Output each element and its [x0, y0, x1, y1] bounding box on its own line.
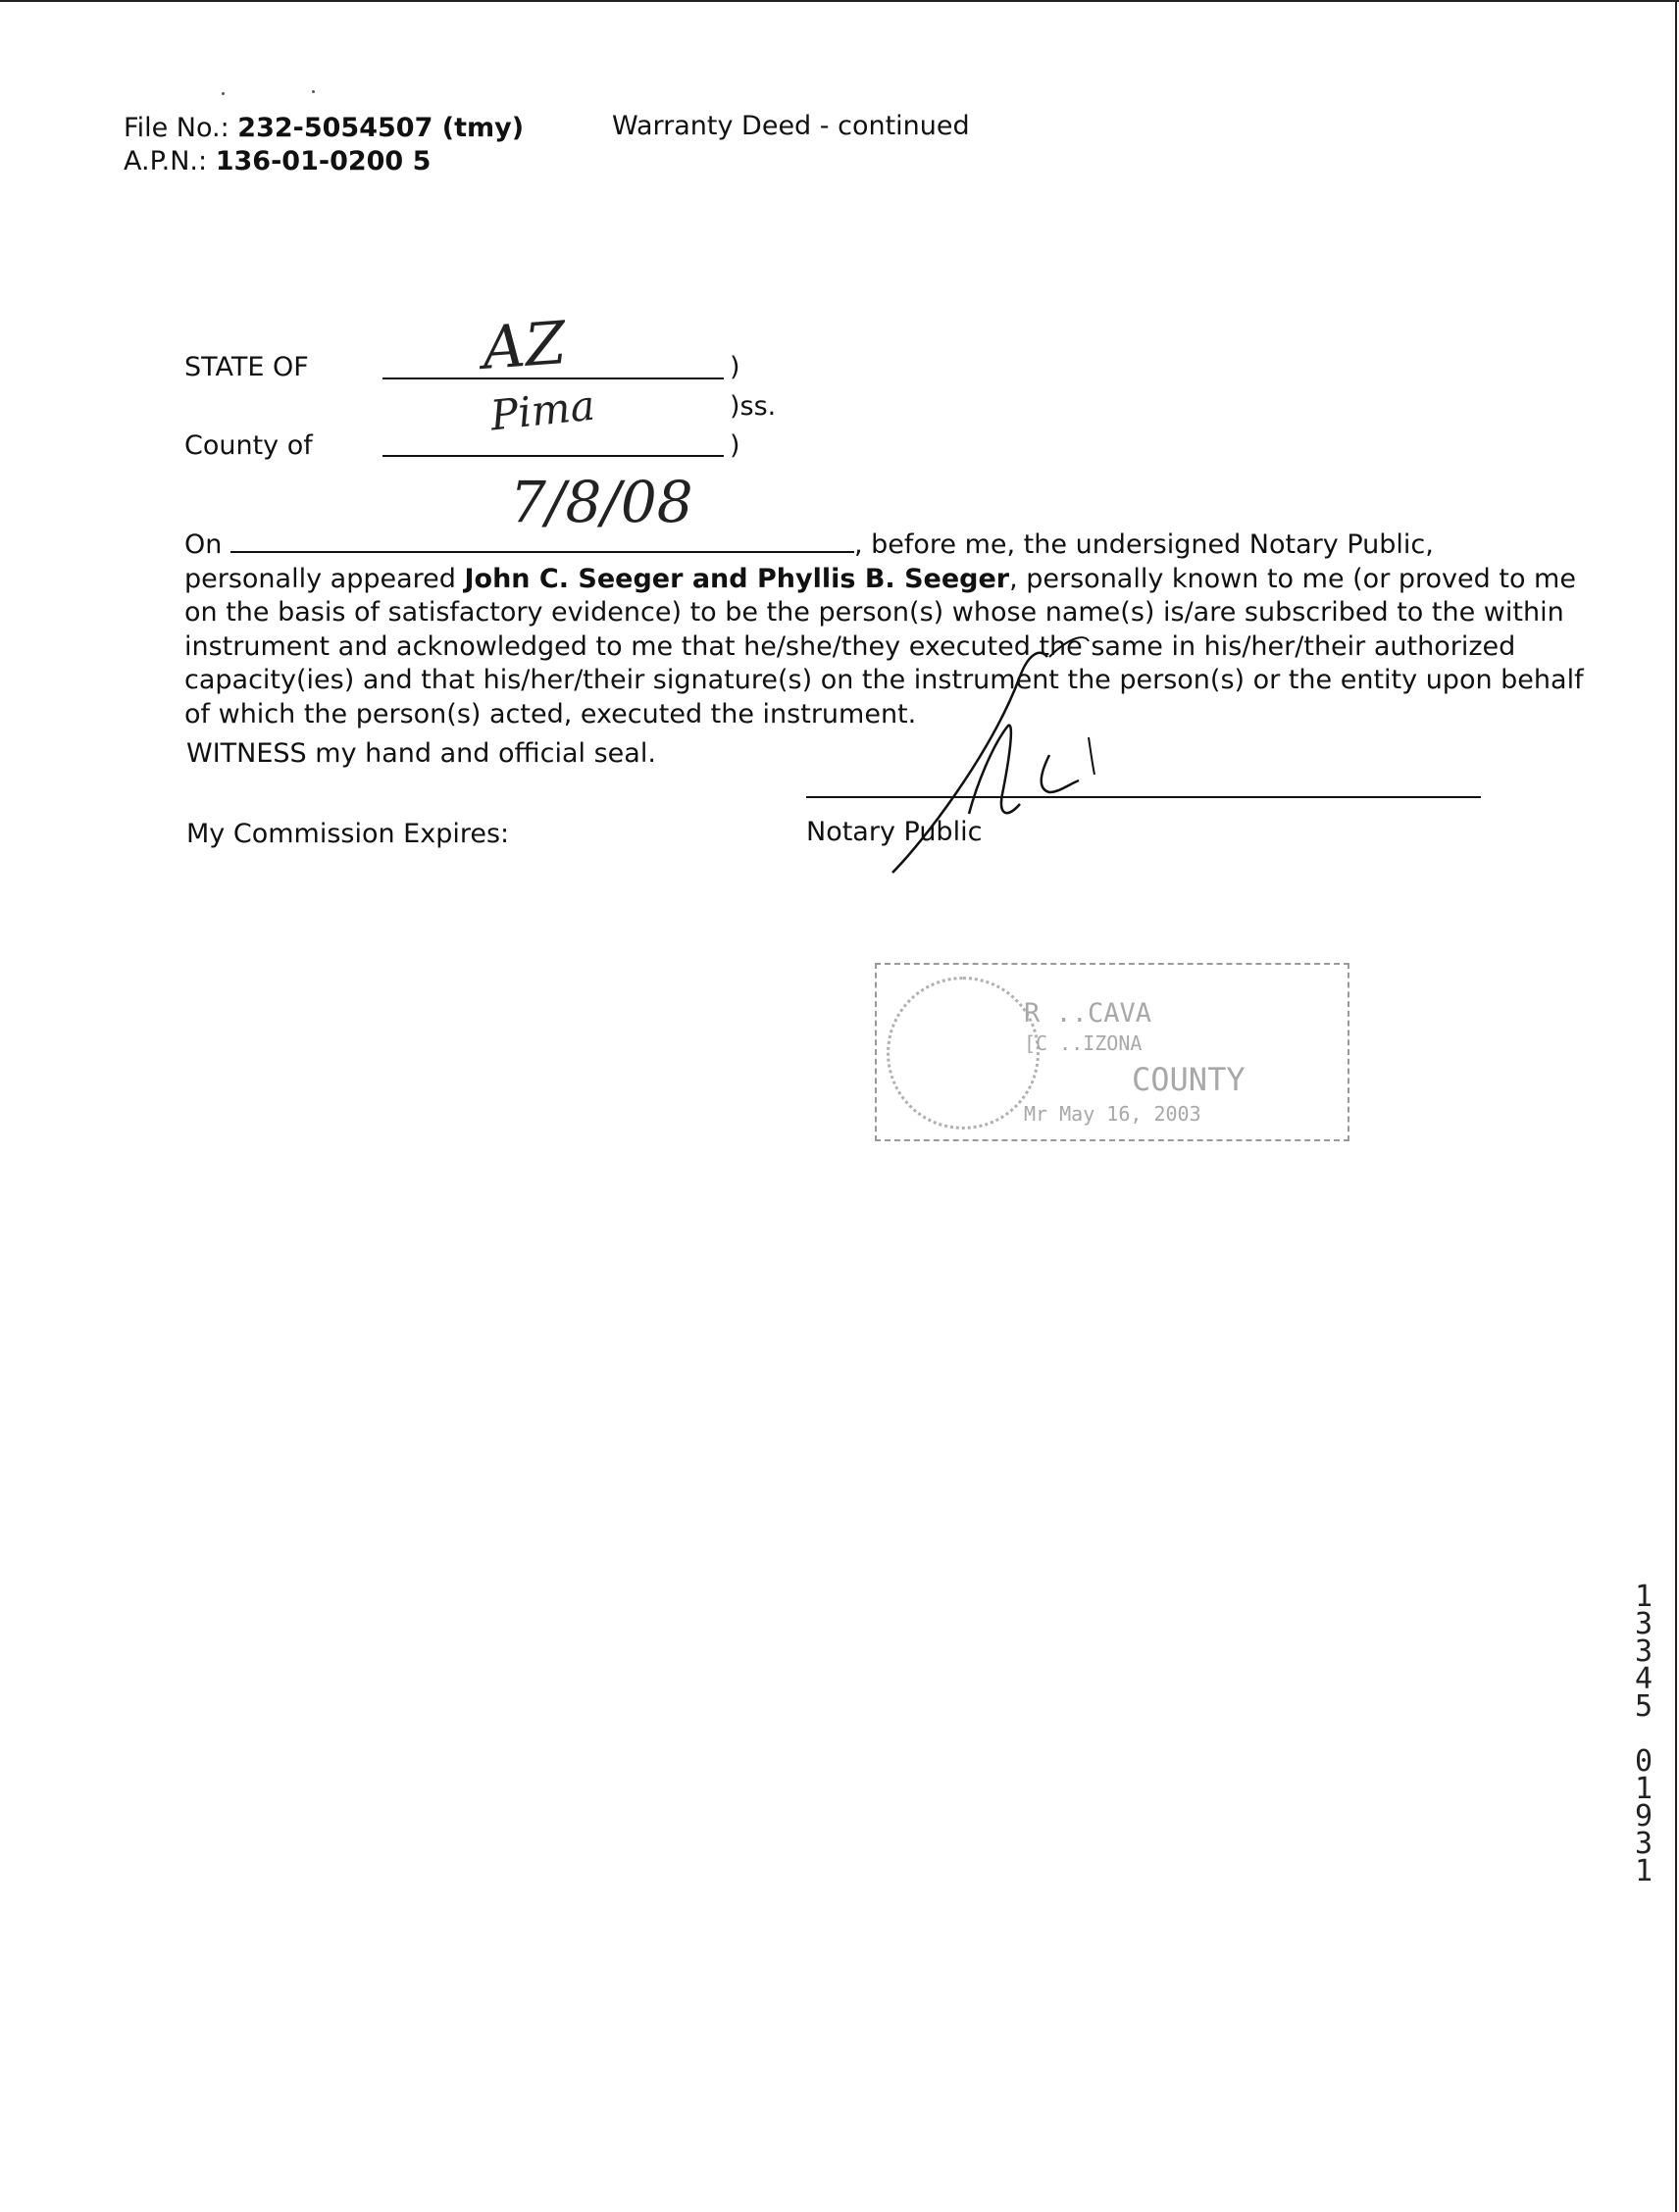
on-label: On	[184, 529, 223, 560]
state-handwritten: AZ	[480, 309, 569, 383]
state-label: STATE OF	[184, 352, 309, 382]
margin-digit: 9	[1634, 1799, 1654, 1834]
document-title: Warranty Deed - continued	[612, 111, 970, 141]
notary-signature	[883, 628, 1138, 882]
margin-digit: 1	[1634, 1580, 1654, 1614]
ack-line-1-rest: , before me, the undersigned Notary Public,	[853, 529, 1434, 560]
margin-digit: 5	[1634, 1689, 1654, 1724]
stamp-line-3: COUNTY	[1132, 1061, 1246, 1098]
apn-label: A.P.N.:	[124, 146, 208, 176]
ss-mark: )ss.	[730, 391, 777, 422]
file-number-line	[124, 112, 524, 145]
page-top-border	[0, 0, 1679, 2]
apn-line	[124, 145, 431, 178]
ack-line-2	[184, 563, 1576, 597]
acknowledgment-paragraph	[184, 526, 1584, 731]
county-handwritten: Pima	[487, 380, 597, 440]
ack-line-3: on the basis of satisfactory evidence) to be the person(s) whose name(s) is/are subscribed to the within	[184, 597, 1564, 628]
margin-digit: 3	[1634, 1634, 1654, 1669]
paren: )	[730, 430, 740, 461]
ack-line-4: instrument and acknowledged to me that he/she/they executed the same in his/her/their authorized	[184, 630, 1516, 662]
margin-digit: 3	[1634, 1827, 1654, 1861]
witness-line: WITNESS my hand and official seal.	[186, 738, 656, 769]
margin-digit: 1	[1634, 1772, 1654, 1806]
stamp-line-1: R ..CAVA	[1024, 998, 1152, 1029]
stamp-line-4: Mr May 16, 2003	[1024, 1102, 1201, 1126]
date-handwritten: 7/8/08	[510, 469, 693, 535]
scan-speck	[222, 92, 225, 95]
ack-line-1	[184, 526, 1489, 563]
margin-digit: 4	[1634, 1662, 1654, 1696]
ack-line-5: capacity(ies) and that his/her/their signature(s) on the instrument the person(s) or the entity upon behalf	[184, 665, 1584, 695]
grantor-names: John C. Seeger and Phyllis B. Seeger	[464, 563, 1010, 594]
recording-margin-number	[1626, 1580, 1661, 1888]
ack-line-2-pre: personally appeared	[184, 563, 465, 594]
county-line	[382, 455, 724, 457]
paren: )	[730, 352, 740, 382]
file-number: 232-5054507 (tmy)	[237, 113, 525, 143]
file-label: File No.:	[124, 113, 229, 143]
apn-number: 136-01-0200 5	[215, 146, 432, 176]
stamp-line-2: [C ..IZONA	[1024, 1031, 1143, 1055]
county-seal-icon	[887, 977, 1040, 1130]
page-right-border	[1675, 0, 1677, 2212]
margin-digit: 1	[1634, 1854, 1654, 1888]
commission-expires-label: My Commission Expires:	[186, 819, 510, 849]
county-label: County of	[184, 430, 313, 461]
notary-public-label: Notary Public	[806, 817, 983, 847]
ack-line-6: of which the person(s) acted, executed the instrument.	[184, 698, 917, 729]
margin-digit: 3	[1634, 1607, 1654, 1641]
ack-line-2-post: , personally known to me (or proved to me	[1009, 563, 1576, 594]
margin-digit: 0	[1634, 1744, 1654, 1779]
scan-speck	[312, 90, 315, 93]
recorder-stamp	[875, 963, 1349, 1141]
